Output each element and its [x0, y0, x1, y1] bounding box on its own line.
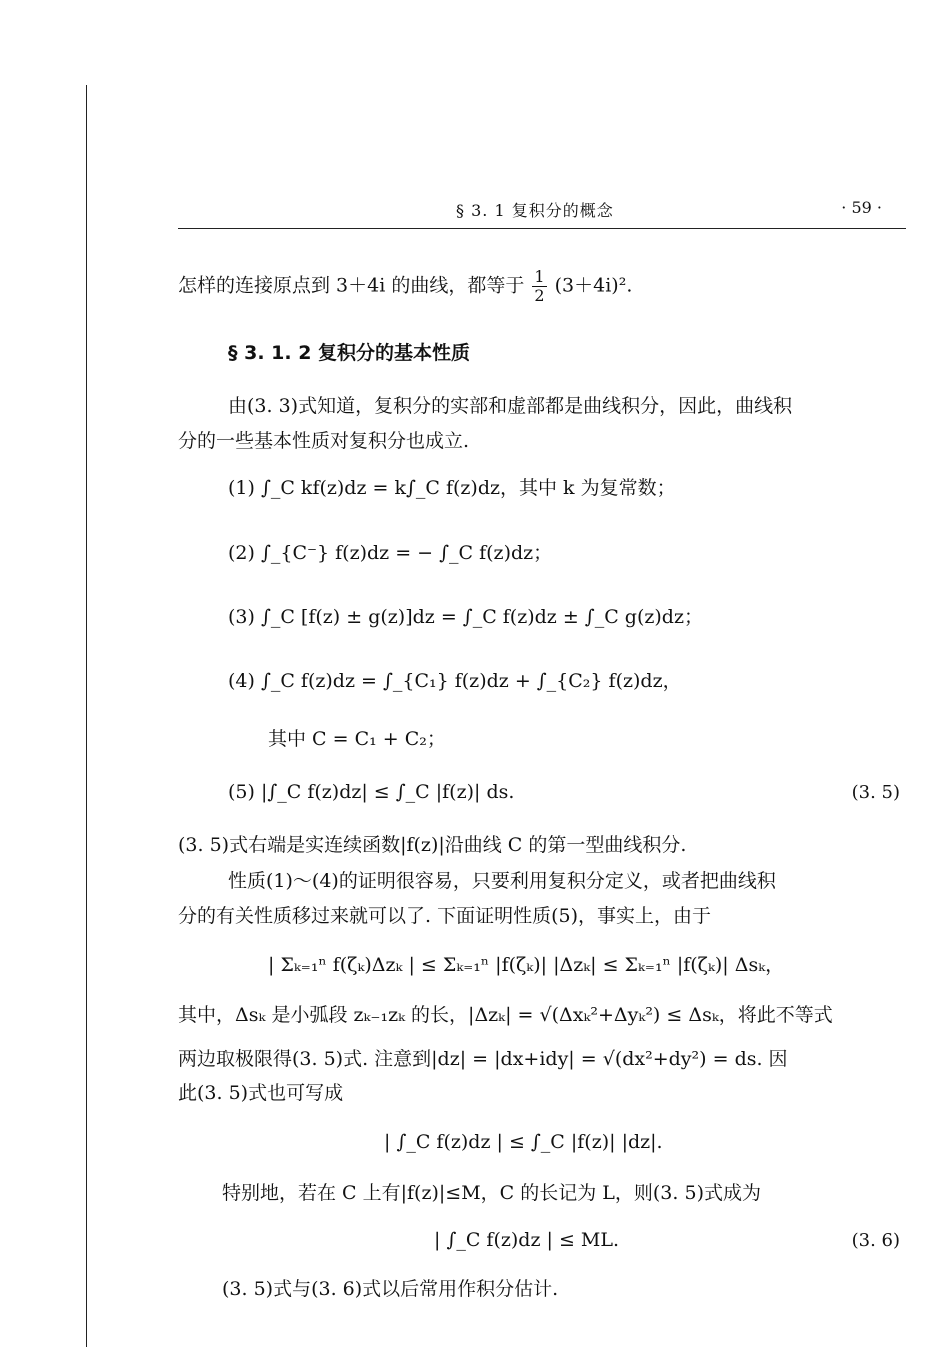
property-3: (3) ∫_C [f(z) ± g(z)]dz = ∫_C f(z)dz ± ∫_C g(z)dz；: [228, 606, 703, 628]
fraction-numerator: 1: [534, 267, 545, 286]
equation-number-3-6: (3. 6): [851, 1230, 900, 1251]
margin-line: [86, 85, 87, 1347]
property-4: (4) ∫_C f(z)dz = ∫_{C₁} f(z)dz + ∫_{C₂} f(z)dz，: [228, 670, 682, 692]
running-head: [178, 198, 906, 224]
paragraph-1-line-2: 分的一些基本性质对复积分也成立.: [178, 430, 470, 452]
fraction: [532, 268, 546, 305]
header-rule: [178, 228, 906, 229]
section-title: § 3. 1 复积分的概念: [456, 201, 614, 220]
paragraph-4-line-1: 其中，Δsₖ 是小弧段 zₖ₋₁zₖ 的长，|Δzₖ| = √(Δxₖ²+Δyₖ²) ≤ Δsₖ，将此不等式: [178, 1004, 833, 1026]
paragraph-5: 特别地，若在 C 上有|f(z)|≤M，C 的长记为 L，则(3. 5)式成为: [222, 1182, 761, 1204]
paragraph-3-line-1: 性质(1)～(4)的证明很容易，只要利用复积分定义，或者把曲线积: [228, 870, 776, 892]
paragraph-6: (3. 5)式与(3. 6)式以后常用作积分估计.: [222, 1278, 559, 1300]
paragraph-3-line-2: 分的有关性质移过来就可以了. 下面证明性质(5)，事实上，由于: [178, 905, 711, 927]
equation-number-3-5: (3. 5): [851, 782, 900, 803]
property-1: (1) ∫_C kf(z)dz = k∫_C f(z)dz，其中 k 为复常数；: [228, 477, 676, 499]
continuation-text: 怎样的连接原点到 3＋4i 的曲线，都等于: [178, 274, 525, 297]
equation-abs-dz: | ∫_C f(z)dz | ≤ ∫_C |f(z)| |dz|.: [384, 1131, 663, 1153]
property-2: (2) ∫_{C⁻} f(z)dz = − ∫_C f(z)dz；: [228, 542, 553, 564]
property-4-note: 其中 C = C₁ + C₂；: [268, 728, 446, 750]
subsection-heading: § 3. 1. 2 复积分的基本性质: [228, 342, 471, 364]
paragraph-4-line-2: 两边取极限得(3. 5)式. 注意到|dz| = |dx+idy| = √(dx²+dy²) = ds. 因: [178, 1048, 788, 1070]
paragraph-2: (3. 5)式右端是实连续函数|f(z)|沿曲线 C 的第一型曲线积分.: [178, 834, 687, 856]
equation-ml: | ∫_C f(z)dz | ≤ ML.: [434, 1229, 620, 1251]
paragraph-4-line-3: 此(3. 5)式也可写成: [178, 1082, 344, 1104]
inequality-sum: | Σₖ₌₁ⁿ f(ζₖ)Δzₖ | ≤ Σₖ₌₁ⁿ |f(ζₖ)| |Δzₖ| ≤ Σₖ₌₁ⁿ |f(ζₖ)| Δsₖ，: [268, 954, 785, 976]
paragraph-1-line-1: 由(3. 3)式知道，复积分的实部和虚部都是曲线积分，因此，曲线积: [228, 395, 793, 417]
fraction-denominator: 2: [534, 286, 545, 305]
continuation-line: [178, 268, 632, 305]
property-5: (5) |∫_C f(z)dz| ≤ ∫_C |f(z)| ds.: [228, 781, 515, 803]
continuation-tail: (3＋4i)².: [554, 274, 633, 297]
page-number: · 59 ·: [841, 198, 882, 217]
